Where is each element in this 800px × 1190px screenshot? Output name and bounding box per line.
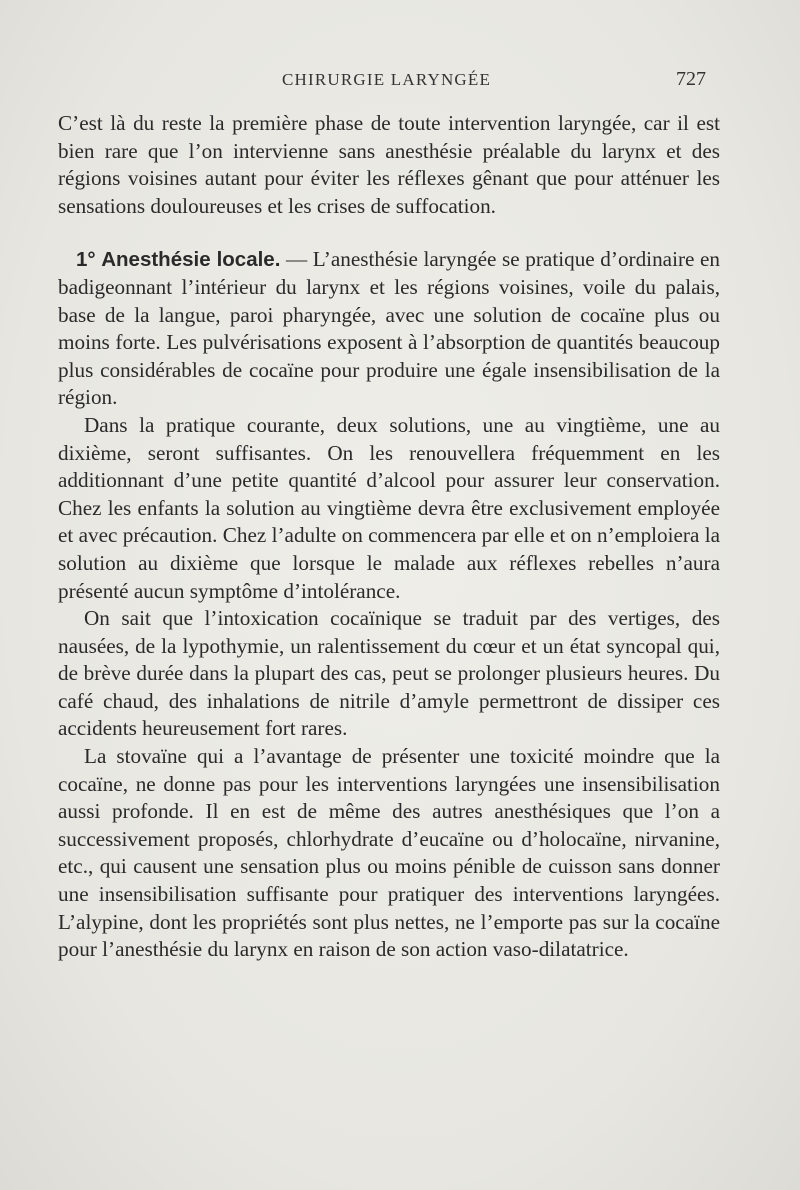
section-title: Anesthésie locale. <box>101 248 281 272</box>
paragraph-solutions: Dans la pratique courante, deux solutions, une au vingtième, une au dixième, seront suffisantes. On les renouvellera fréquemment en les additionnant d’une petite quantité d’alcool pour assurer leur conservation. Chez les enfants la solution au vingtième devra être exclusivement employée et avec précaution. Chez l’adulte on commencera par elle et on n’emploiera la solution au dixième que lorsque le malade aux réflexes rebelles n’aura présenté aucun symptôme d’intolérance. <box>58 412 720 603</box>
paragraph-stovaine: La stovaïne qui a l’avantage de présenter une toxicité moindre que la cocaïne, ne donne pas pour les interventions laryngées une insensibilisation aussi profonde. Il en est de même des autres anesthésiques que l’on a successivement proposés, chlorhydrate d’eucaïne ou d’holocaïne, nirvanine, etc., qui causent une sensation plus ou moins pénible de cuisson sans donner une insensibilisation suffisante pour pratiquer des interventions laryngées. L’alypine, dont les propriétés sont plus nettes, ne l’emporte pas sur la cocaïne pour l’anesthésie du larynx en raison de son action vaso-dilatatrice. <box>58 744 720 962</box>
section-number: 1° <box>76 248 96 272</box>
paragraph-intro: C’est là du reste la première phase de toute intervention laryngée, car il est bien rare que l’on intervienne sans anesthésie préalable du larynx et des régions voisines autant pour éviter les réflexes gênant que pour atténuer les sensations douloureuses et les crises de suffocation. <box>58 111 720 218</box>
body-text <box>58 110 720 964</box>
paragraph-section-anesthesie <box>58 246 720 412</box>
section-text: — L’anesthésie laryngée se pratique d’ordinaire en badigeonnant l’intérieur du larynx et les régions voisines, voile du palais, base de la langue, paroi pharyngée, avec une solution de cocaïne plus ou moins forte. Les pulvérisations exposent à l’absorption de quantités beaucoup plus considérables de cocaïne pour produire une égale insensibilisation de la région. <box>58 247 721 410</box>
paragraph-intoxication: On sait que l’intoxication cocaïnique se traduit par des vertiges, des nausées, de la lypothymie, un ralentissement du cœur et un état syncopal qui, de brève durée dans la plupart des cas, peut se prolonger plusieurs heures. Du café chaud, des inhalations de nitrile d’amyle permettront de dissiper ces accidents heureusement fort rares. <box>58 606 720 741</box>
running-title: CHIRURGIE LARYNGÉE <box>282 70 492 89</box>
page-header <box>0 66 800 96</box>
page-number: 727 <box>676 68 706 90</box>
